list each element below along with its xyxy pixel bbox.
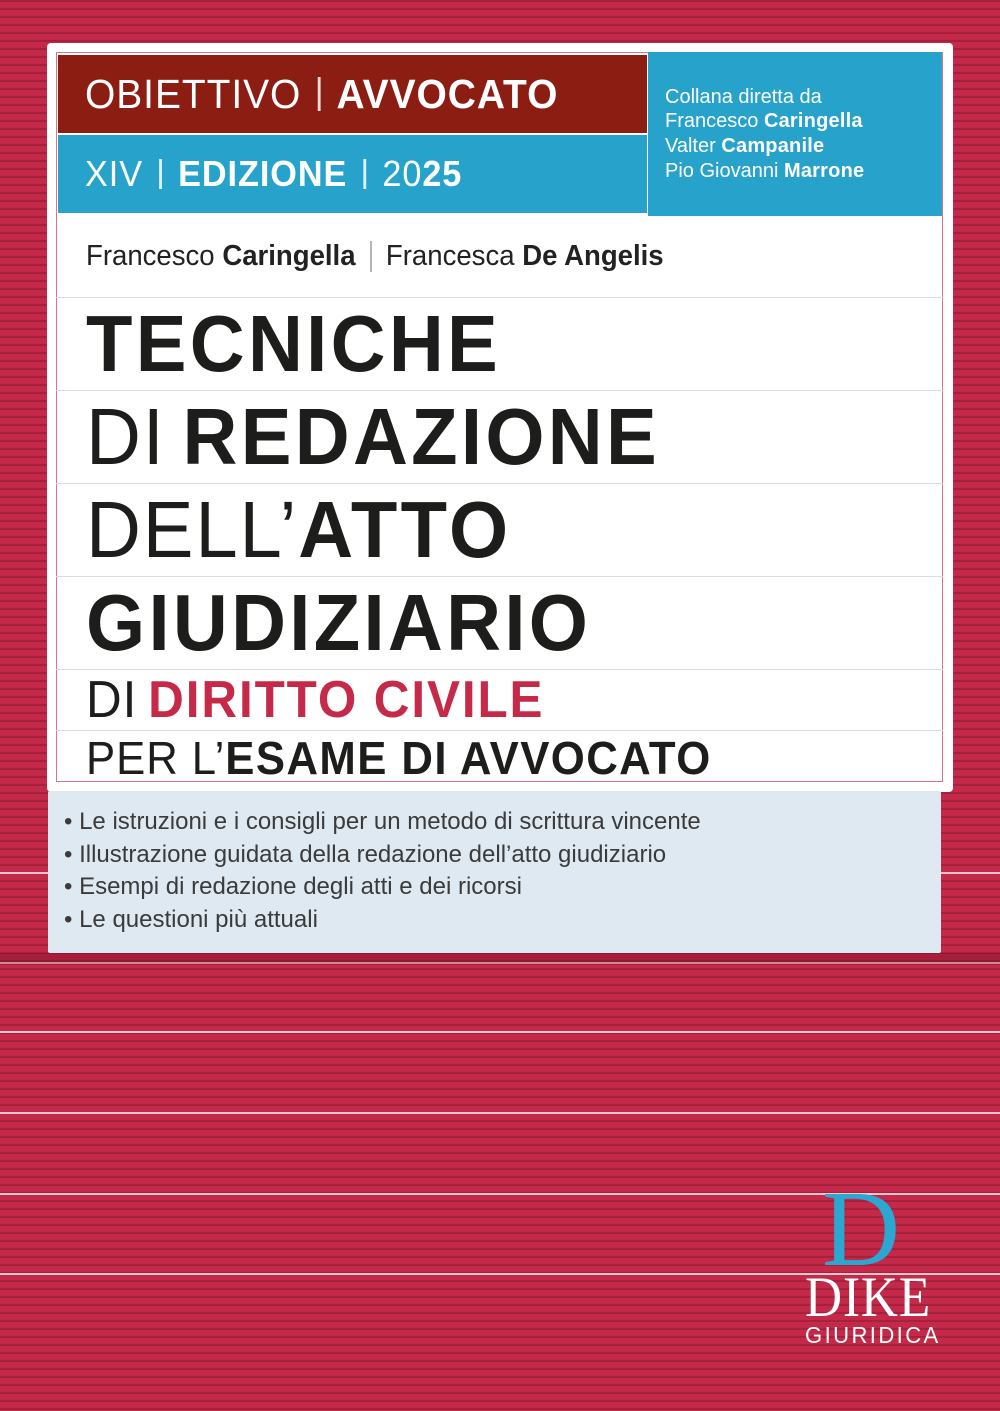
highlight-item: • Le questioni più attuali: [64, 904, 921, 937]
author-last-name: De Angelis: [522, 240, 664, 272]
title-block: [56, 297, 943, 782]
background-fold-line: [0, 1031, 1000, 1033]
title-line-3: DELL’ ATTO: [56, 483, 943, 576]
series-directors-box: [648, 52, 942, 216]
divider-pipe: [370, 241, 372, 271]
series-band: [58, 55, 647, 133]
tagline-line: PER L’ ESAME DI AVVOCATO: [56, 730, 943, 785]
title-line-1: TECNICHE: [56, 297, 943, 390]
edition-band: [58, 135, 647, 213]
series-name-light: OBIETTIVO: [85, 70, 302, 117]
highlights-panel: [48, 791, 941, 953]
author-first-name: Francesco: [86, 240, 215, 272]
subtitle-red-line: DI DIRITTO CIVILE: [56, 669, 943, 730]
publisher-logo: [805, 1170, 985, 1370]
edition-roman-numeral: XIV: [85, 153, 143, 194]
background-fold-line: [0, 1112, 1000, 1114]
cover-card: [47, 43, 953, 792]
collana-director: Valter Campanile: [665, 135, 825, 157]
publisher-logo-initial: D: [822, 1170, 900, 1289]
edition-year-bold: 25: [422, 153, 463, 194]
author-last-name: Caringella: [222, 240, 356, 272]
publisher-name: DIKE: [805, 1266, 932, 1329]
collana-director: Pio Giovanni Marrone: [665, 159, 865, 182]
authors-row: [58, 216, 942, 297]
collana-director: Francesco Caringella: [665, 110, 863, 133]
author-first-name: Francesca: [385, 240, 515, 272]
divider-pipe: [317, 77, 320, 111]
divider-pipe: [159, 159, 162, 189]
highlight-item: • Esempi di redazione degli atti e dei ricorsi: [64, 871, 921, 904]
highlight-item: • Le istruzioni e i consigli per un metodo di scrittura vincente: [64, 806, 921, 839]
edition-label: EDIZIONE: [178, 153, 348, 194]
panel-shadow-band: [0, 953, 1000, 965]
highlight-item: • Illustrazione guidata della redazione dell’atto giudiziario: [64, 839, 921, 872]
publisher-subname: GIURIDICA: [805, 1322, 941, 1348]
title-line-4: GIUDIZIARIO: [56, 576, 943, 669]
edition-year-light: 20: [382, 153, 423, 194]
title-line-2: DI REDAZIONE: [56, 390, 943, 483]
collana-heading: Collana diretta da: [665, 85, 822, 108]
divider-pipe: [363, 159, 366, 189]
series-name-bold: AVVOCATO: [336, 70, 559, 117]
